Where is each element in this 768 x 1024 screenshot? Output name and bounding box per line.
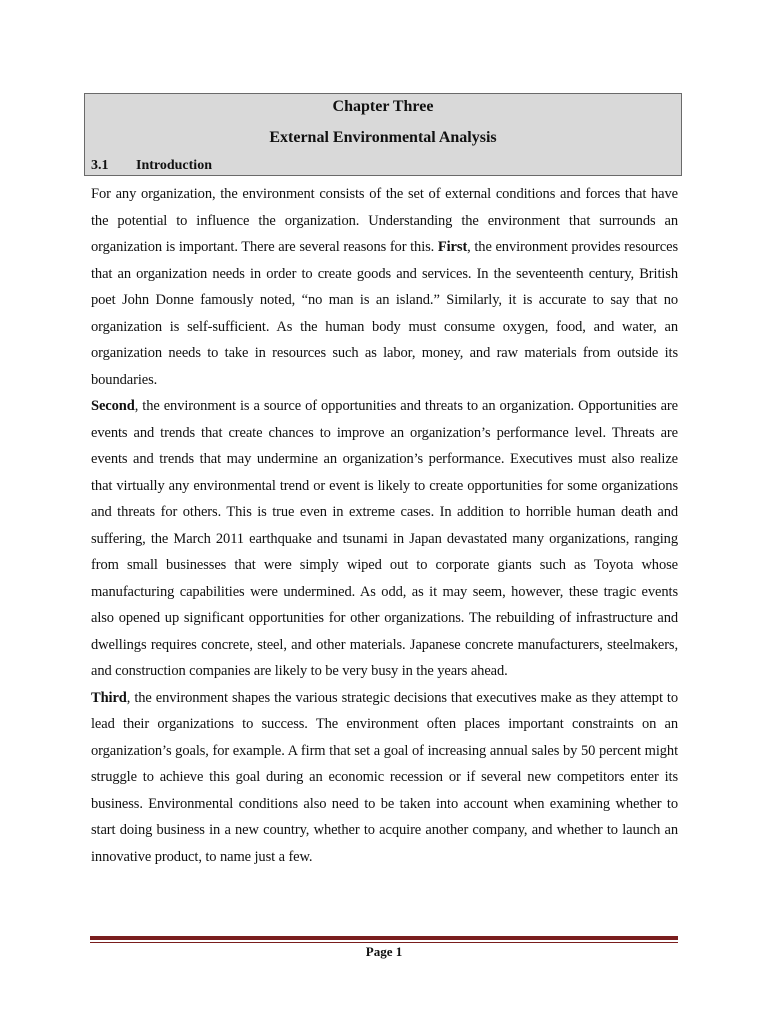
paragraph-1 <box>91 181 678 393</box>
paragraph-3-text: , the environment shapes the various strategic decisions that executives make as they attempt to lead their organizations to success. The environment often places important constraints on an organization’s goals, for example. A firm that set a goal of increasing annual sales by 50 percent might struggle to achieve this goal during an economic recession or if several new competitors enter its business. Environmental conditions also need to be taken into account when examining whether to start doing business in a new country, whether to acquire another company, and whether to launch an innovative product, to name just a few. <box>91 689 678 865</box>
paragraph-2-lead: Second <box>91 398 135 414</box>
footer-rule-thin <box>90 942 678 943</box>
chapter-subtitle: External Environmental Analysis <box>269 129 497 146</box>
chapter-title: Chapter Three <box>332 98 434 115</box>
paragraph-1-rest: , the environment provides resources that an organization needs in order to create goods and services. In the seventeenth century, British poet John Donne famously noted, “no man is an island.” Similarly, it is accurate to say that no organization is self-sufficient. As the human body must consume oxygen, food, and water, an organization needs to take in resources such as labor, money, and raw materials from outside its boundaries. <box>91 239 678 388</box>
section-number: 3.1 <box>91 158 109 173</box>
paragraph-1-text: For any organization, the environment consists of the set of external conditions and forces that have the potential to influence the organization. Understanding the environment that surrounds an organization is important. There are several reasons for this. <box>91 186 678 255</box>
body-text <box>91 181 678 870</box>
chapter-header-box <box>84 93 682 176</box>
paragraph-1-emphasis: First <box>437 239 468 255</box>
paragraph-3-lead: Third <box>91 689 127 706</box>
footer-rule-thick <box>90 936 678 940</box>
section-title: Introduction <box>136 158 212 173</box>
paragraph-3 <box>91 685 678 871</box>
paragraph-2-text: , the environment is a source of opportunities and threats to an organization. Opportunities are events and trends that create chances to improve an organization’s performance level. Threats are events and trends that may undermine an organization’s performance. Executives must also realize that virtually any environmental trend or event is likely to create opportunities for some organizations and threats for others. This is true even in extreme cases. In addition to horrible human death and suffering, the March 2011 earthquake and tsunami in Japan devastated many organizations, ranging from small businesses that were simply wiped out to corporate giants such as Toyota whose manufacturing capabilities were undermined. As odd, as it may seem, however, these tragic events also opened up significant opportunities for other organizations. The rebuilding of infrastructure and dwellings requires concrete, steel, and other materials. Japanese concrete manufacturers, steelmakers, and construction companies are likely to be very busy in the years ahead. <box>91 398 678 679</box>
paragraph-2 <box>91 393 678 685</box>
page-number: Page 1 <box>365 944 403 959</box>
